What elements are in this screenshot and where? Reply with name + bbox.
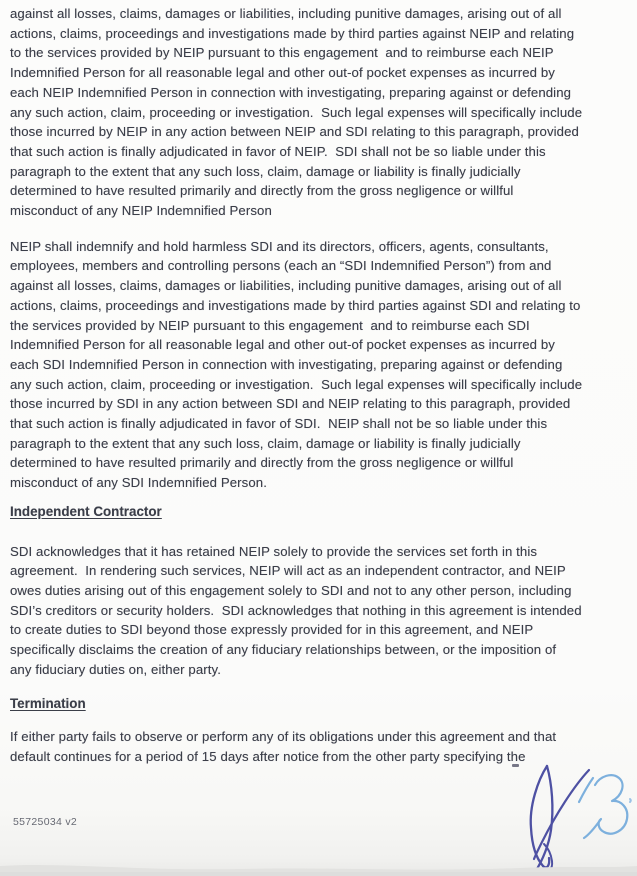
text-line: SDI acknowledges that it has retained NEIP solely to provide the services set forth in this: [10, 543, 538, 559]
text-line: those incurred by NEIP in any action between NEIP and SDI relating to this paragraph, provided: [10, 124, 579, 140]
text-line: Indemnified Person for all reasonable legal and other out-of pocket expenses as incurred by: [10, 65, 555, 81]
text-line: SDI’s creditors or security holders. SDI acknowledges that nothing in this agreement is intended: [10, 602, 582, 618]
text-line: actions, claims, proceedings and investigations made by third parties against NEIP and relating: [10, 25, 575, 41]
text-line: each NEIP Indemnified Person in connection with investigating, preparing against or defending: [10, 84, 572, 100]
text-line: default continues for a period of 15 days after notice from the other party specifying the: [10, 748, 526, 764]
section-heading: Independent Contractor: [10, 503, 162, 519]
text-line: paragraph to the extent that any such loss, claim, damage or liability is finally judicially: [10, 163, 521, 179]
paragraph: [10, 727, 630, 766]
signature-stroke-dark-curl: [543, 844, 552, 869]
text-line: any such action, claim, proceeding or investigation. Such legal expenses will specifically include: [10, 104, 583, 120]
text-line: any fiduciary duties on, either party.: [10, 661, 221, 677]
text-line: any such action, claim, proceeding or investigation. Such legal expenses will specifically include: [10, 376, 583, 392]
text-line: those incurred by SDI in any action between SDI and NEIP relating to this paragraph, provided: [10, 396, 571, 412]
text-line: Indemnified Person for all reasonable legal and other out-of pocket expenses as incurred by: [10, 337, 555, 353]
text-line: actions, claims, proceedings and investigations made by third parties against SDI and relating to: [10, 297, 581, 313]
text-line: against all losses, claims, damages or liabilities, including punitive damages, arising out of all: [10, 278, 562, 294]
paragraph: [10, 237, 630, 493]
text-line: NEIP shall indemnify and hold harmless SDI and its directors, officers, agents, consultants,: [10, 238, 549, 254]
text-line: misconduct of any SDI Indemnified Person.: [10, 475, 267, 491]
text-line: employees, members and controlling persons (each an “SDI Indemnified Person”) from and: [10, 258, 552, 274]
text-line: misconduct of any NEIP Indemnified Person: [10, 203, 272, 219]
text-line: agreement. In rendering such services, NEIP will act as an independent contractor, and NEIP: [10, 563, 566, 579]
text-line: each SDI Indemnified Person in connection with investigating, preparing against or defending: [10, 356, 563, 372]
signature-initials: [500, 758, 637, 876]
document-number: 55725034 v2: [13, 816, 78, 828]
document-body: [10, 4, 630, 767]
text-line: to create duties to SDI beyond those expressly provided for in this agreement, and NEIP: [10, 622, 534, 638]
signature-stroke-light-tick: [579, 778, 593, 802]
signature-stroke-dark-loop-left: [531, 766, 549, 867]
paragraph: [10, 4, 630, 221]
section-heading: Termination: [10, 695, 86, 711]
signature-stroke-light-dot: [630, 799, 631, 802]
text-line: specifically disclaims the creation of any fiduciary relationships between, or the imposition of: [10, 642, 557, 658]
text-line: determined to have resulted primarily and directly from the gross negligence or willful: [10, 183, 514, 199]
text-line: that such action is finally adjudicated in favor of SDI. NEIP shall not be so liable under this: [10, 416, 548, 432]
text-line: the services provided by NEIP pursuant to this engagement and to reimburse each SDI: [10, 317, 530, 333]
text-line: that such action is finally adjudicated in favor of NEIP. SDI shall not be so liable under this: [10, 143, 546, 159]
scan-artifact: [512, 764, 519, 767]
signature-stroke-dark-diagonal: [534, 770, 589, 859]
paragraph: [10, 542, 630, 680]
text-line: determined to have resulted primarily and directly from the gross negligence or willful: [10, 455, 514, 471]
text-line: If either party fails to observe or perform any of its obligations under this agreement and that: [10, 729, 557, 745]
text-line: against all losses, claims, damages or liabilities, including punitive damages, arising out of all: [10, 6, 562, 21]
text-line: to the services provided by NEIP pursuant to this engagement and to reimburse each NEIP: [10, 45, 554, 61]
text-line: paragraph to the extent that any such loss, claim, damage or liability is finally judicially: [10, 435, 521, 451]
signature-stroke-light-b: [584, 775, 627, 838]
text-line: owes duties arising out of this engagement solely to SDI and not to any other person, including: [10, 582, 572, 598]
signature-stroke-dark-loop-right: [535, 766, 552, 872]
scanner-edge: [0, 860, 637, 876]
